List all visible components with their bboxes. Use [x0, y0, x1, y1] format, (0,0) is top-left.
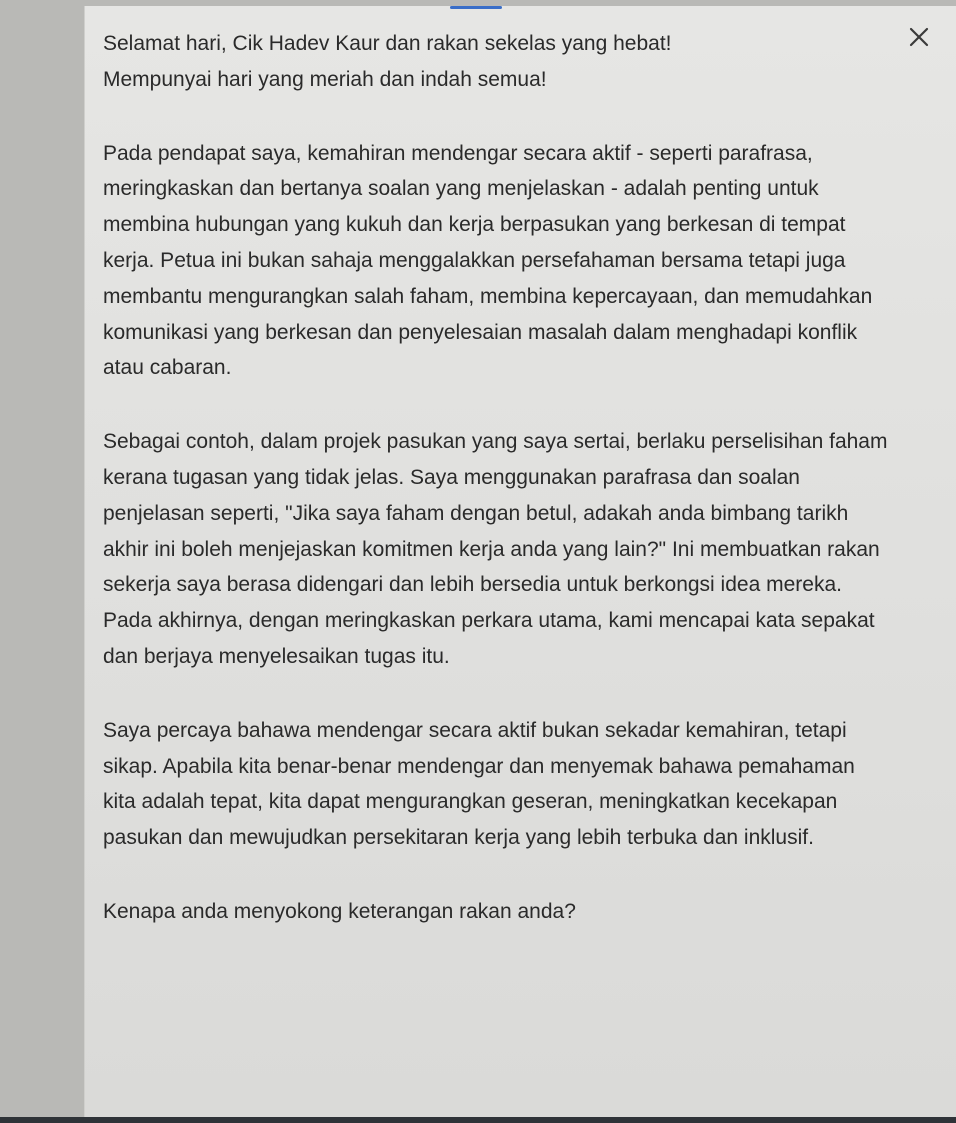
close-button[interactable] — [902, 20, 936, 54]
greeting-line: Mempunyai hari yang meriah dan indah semua! — [103, 67, 547, 91]
bottom-edge — [0, 1117, 956, 1123]
top-accent-bar — [450, 6, 502, 9]
post-body — [103, 26, 893, 930]
post-panel — [84, 6, 956, 1123]
greeting-line: Selamat hari, Cik Hadev Kaur dan rakan sekelas yang hebat! — [103, 32, 672, 55]
question-text: Kenapa anda menyokong keterangan rakan anda? — [103, 899, 576, 923]
body-paragraph: Pada pendapat saya, kemahiran mendengar secara aktif - seperti parafrasa, meringkaskan dan bertanya soalan yang menjelaskan - adalah penting untuk membina hubungan yang kukuh dan kerja berpasukan yang berkesan di tempat kerja. Petua ini bukan sahaja menggalakkan persefahaman bersama tetapi juga membantu mengurangkan salah faham, membina kepercayaan, dan memudahkan komunikasi yang berkesan dan penyelesaian masalah dalam menghadapi konflik atau cabaran. — [103, 141, 873, 380]
body-paragraph: Sebagai contoh, dalam projek pasukan yang saya sertai, berlaku perselisihan faham kerana tugasan yang tidak jelas. Saya menggunakan parafrasa dan soalan penjelasan seperti, "Jika saya faham dengan betul, adakah anda bimbang tarikh akhir ini boleh menjejaskan komitmen kerja anda yang lain?" Ini membuatkan rakan sekerja saya berasa didengari dan lebih bersedia untuk berkongsi idea mereka. Pada akhirnya, dengan meringkaskan perkara utama, kami mencapai kata sepakat dan berjaya menyelesaikan tugas itu. — [103, 430, 888, 668]
close-icon — [908, 26, 930, 48]
body-paragraph: Saya percaya bahawa mendengar secara aktif bukan sekadar kemahiran, tetapi sikap. Apabila kita benar-benar mendengar dan menyemak bahawa pemahaman kita adalah tepat, kita dapat mengurangkan geseran, meningkatkan kecekapan pasukan dan mewujudkan persekitaran kerja yang lebih terbuka dan inklusif. — [103, 718, 855, 850]
